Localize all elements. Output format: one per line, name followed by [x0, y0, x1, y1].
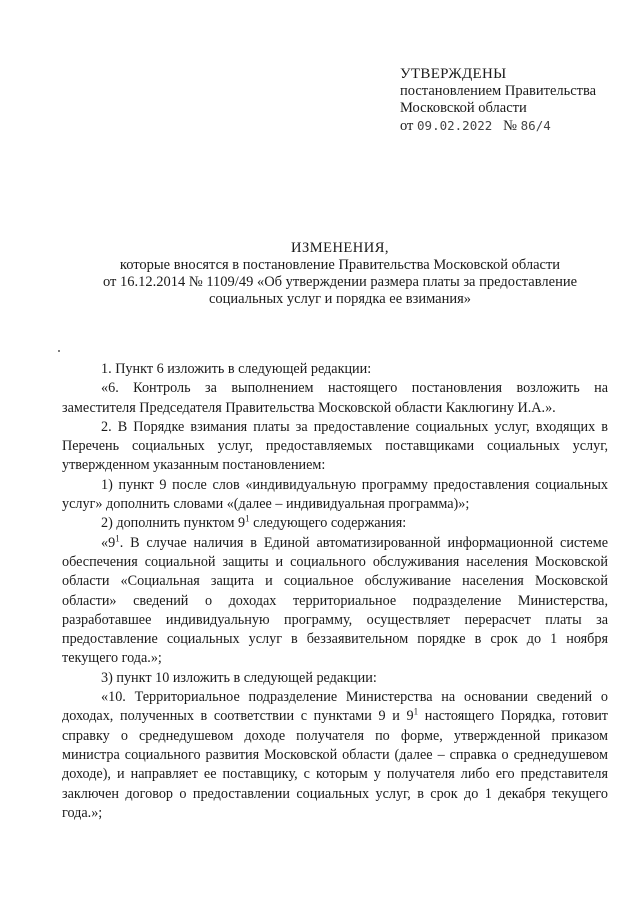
paragraph-6-superscript: 1 [115, 532, 120, 543]
title-line-3: социальных услуг и порядка ее взимания» [208, 291, 472, 307]
paragraph-5-text-a: 2) дополнить пунктом 9 [101, 515, 246, 532]
paragraph-8 [62, 688, 608, 823]
approval-date: 09.02.2022 [417, 118, 493, 133]
paragraph-5-superscript: 1 [245, 513, 250, 524]
paragraph-1: 1. Пункт 6 изложить в следующей редакции: [101, 361, 372, 377]
paragraph-6-text-a: «9 [101, 534, 116, 551]
title-line-1: которые вносятся в постановление Правительства Московской области [119, 257, 561, 273]
paragraph-5-text-b: следующего содержания: [249, 515, 407, 532]
paragraph-3: 2. В Порядке взимания платы за предоставление социальных услуг, входящих в Перечень социальных услуг, предоставляемых поставщиками социальных услуг, утвержденном указанным постановлением: [62, 418, 608, 474]
approval-from: от [400, 118, 414, 134]
document-body [62, 360, 608, 823]
approval-date-line [400, 117, 630, 135]
paragraph-6-text-b: . В случае наличия в Единой автоматизированной информационной системе обеспечения социальной защиты и социального обслуживания населения Московской области «Социальная защита и социальное обслуживание населения Московской области» сведений о доходах территориальное подразделение Министерства, разработавшее индивидуальную программу, осуществляет перерасчет платы за предоставление социальных услуг в беззаявительном порядке в срок до 1 ноября текущего года.»; [62, 534, 608, 667]
paragraph-7: 3) пункт 10 изложить в следующей редакции: [101, 669, 377, 686]
document-title [40, 240, 640, 308]
paragraph-6 [62, 534, 608, 669]
paragraph-4: 1) пункт 9 после слов «индивидуальную программу предоставления социальных услуг» дополнить словами «(далее – индивидуальная программа)»; [62, 476, 608, 513]
paragraph-8-text-a: «10. Территориальное подразделение Министерства на основании сведений о доходах, полученных в соответствии с пунктами 9 и 9 [62, 689, 608, 725]
approval-block [400, 66, 630, 135]
title-line-2: от 16.12.2014 № 1109/49 «Об утверждении размера платы за предоставление [102, 274, 578, 290]
scan-speck [58, 350, 60, 352]
paragraph-5 [62, 514, 608, 533]
approval-number-sign: № [503, 118, 518, 134]
approval-number: 86/4 [520, 118, 551, 133]
paragraph-2: «6. Контроль за выполнением настоящего постановления возложить на заместителя Председателя Правительства Московской области Каклюгину И.А.». [62, 380, 608, 416]
paragraph-8-text-b: настоящего Порядка, готовит справку о среднедушевом доходе получателя по форме, утвержденной приказом министра социального развития Московской области (далее – справка о среднедушевом доходе), и направляет ее поставщику, с которым у получателя либо его представителя заключен договор о предоставлении социальных услуг, в срок до 1 декабря текущего года.»; [62, 708, 609, 821]
approval-line-1: постановлением Правительства [400, 83, 597, 99]
title-main: ИЗМЕНЕНИЯ, [290, 240, 390, 256]
approval-heading: УТВЕРЖДЕНЫ [400, 66, 507, 82]
paragraph-8-superscript: 1 [413, 706, 419, 717]
approval-line-2: Московской области [400, 100, 527, 116]
